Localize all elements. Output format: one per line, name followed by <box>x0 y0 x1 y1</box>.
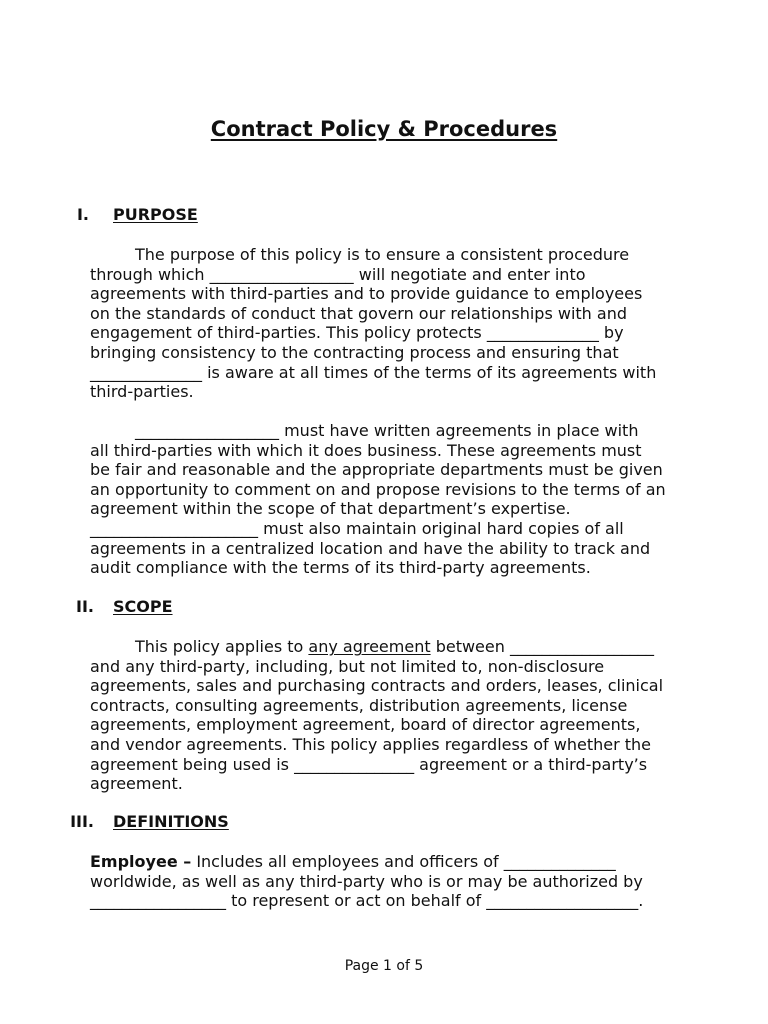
text-line: _____________________ must also maintain original hard copies of all <box>90 518 624 538</box>
text-line: third-parties. <box>90 382 194 402</box>
text-line: agreement within the scope of that department’s expertise. <box>90 499 571 519</box>
text-line: agreements, employment agreement, board of director agreements, <box>90 715 641 735</box>
section-title: DEFINITIONS <box>113 812 229 831</box>
text-line: on the standards of conduct that govern our relationships with and <box>90 303 627 323</box>
text-line: agreement. <box>90 774 183 794</box>
text-run: This policy applies to <box>135 637 309 656</box>
definition-term: Employee – <box>90 852 192 871</box>
section-heading-purpose <box>0 205 768 229</box>
definition-employee <box>90 852 690 911</box>
text-line: agreements, sales and purchasing contracts and orders, leases, clinical <box>90 676 664 696</box>
text-line: contracts, consulting agreements, distribution agreements, license <box>90 695 628 715</box>
text-line: _________________ to represent or act on behalf of ___________________. <box>90 891 644 911</box>
section-title: PURPOSE <box>113 205 198 224</box>
text-line: agreement being used is _______________ agreement or a third-party’s <box>90 754 648 774</box>
scope-paragraph <box>90 637 690 794</box>
text-line: through which __________________ will negotiate and enter into <box>90 264 586 284</box>
document-title: Contract Policy & Procedures <box>210 117 558 141</box>
section-number: II. <box>76 597 94 616</box>
section-number: I. <box>76 205 89 224</box>
text-run: between __________________ <box>430 637 654 656</box>
text-line: agreements in a centralized location and have the ability to track and <box>90 538 651 558</box>
text-line: __________________ must have written agreements in place with <box>135 421 639 440</box>
section-heading-scope <box>0 597 768 621</box>
section-heading-definitions <box>0 812 768 836</box>
text-line: be fair and reasonable and the appropriate departments must be given <box>90 460 663 480</box>
text-line: The purpose of this policy is to ensure a consistent procedure <box>135 245 630 264</box>
text-line: engagement of third-parties. This policy protects ______________ by <box>90 323 624 343</box>
text-line: and vendor agreements. This policy applies regardless of whether the <box>90 734 652 754</box>
section-number: III. <box>70 812 94 831</box>
text-line: audit compliance with the terms of its third-party agreements. <box>90 558 591 578</box>
text-line: and any third-party, including, but not limited to, non-disclosure <box>90 656 605 676</box>
page-number-footer: Page 1 of 5 <box>344 958 424 974</box>
purpose-paragraph-2 <box>90 421 690 578</box>
underlined-text: any agreement <box>308 637 431 656</box>
text-line: all third-parties with which it does business. These agreements must <box>90 440 642 460</box>
text-line: ______________ is aware at all times of the terms of its agreements with <box>90 362 657 382</box>
text-line: worldwide, as well as any third-party who is or may be authorized by <box>90 871 643 891</box>
text-line: agreements with third-parties and to provide guidance to employees <box>90 284 643 304</box>
text-run: Includes all employees and officers of ______________ <box>191 852 616 871</box>
section-title: SCOPE <box>113 597 173 616</box>
text-line <box>90 852 690 872</box>
text-line <box>90 637 690 657</box>
purpose-paragraph-1 <box>90 245 690 402</box>
text-line: bringing consistency to the contracting process and ensuring that <box>90 342 619 362</box>
text-line: an opportunity to comment on and propose revisions to the terms of an <box>90 479 666 499</box>
